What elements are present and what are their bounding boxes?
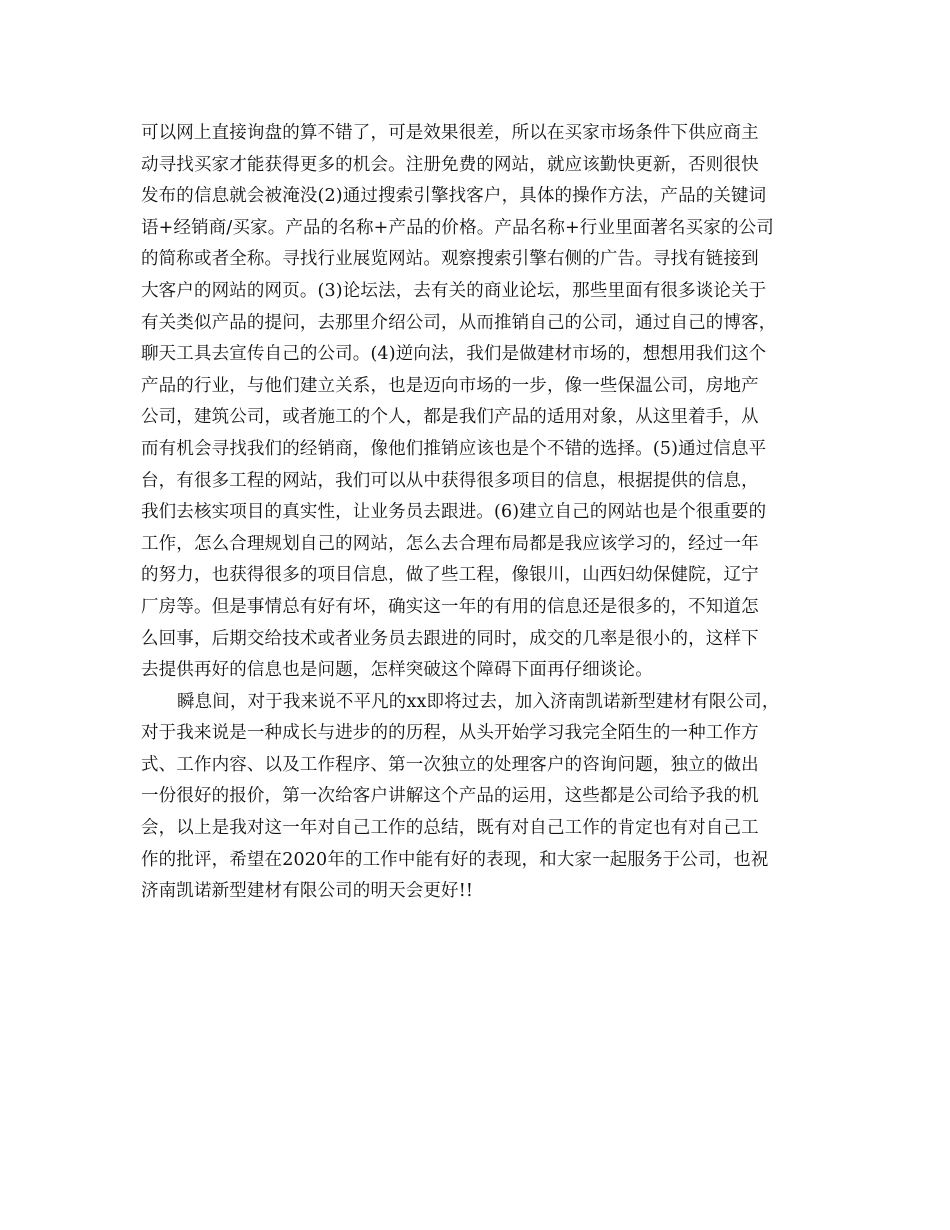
text-line: 台，有很多工程的网站，我们可以从中获得很多项目的信息，根据提供的信息， [141,470,759,491]
text-line: 济南凯诺新型建材有限公司的明天会更好!! [141,881,474,902]
text-line: 发布的信息就会被淹没(2)通过搜索引擎找客户，具体的操作方法，产品的关键词 [141,186,767,207]
text-line: 会，以上是我对这一年对自己工作的总结，既有对自己工作的肯定也有对自己工 [141,818,759,839]
text-line: 工作，怎么合理规划自己的网站，怎么去合理布局都是我应该学习的，经过一年 [141,533,759,554]
text-line: 对于我来说是一种成长与进步的的历程，从头开始学习我完全陌生的一种工作方 [141,723,759,744]
text-line: 厂房等。但是事情总有好有坏，确实这一年的有用的信息还是很多的，不知道怎 [141,596,759,617]
text-line: 式、工作内容、以及工作程序、第一次独立的处理客户的咨询问题，独立的做出 [141,754,759,775]
text-line: 大客户的网站的网页。(3)论坛法，去有关的商业论坛，那些里面有很多谈论关于 [141,280,767,301]
text-line: 一份很好的报价，第一次给客户讲解这个产品的运用，这些都是公司给予我的机 [141,786,759,807]
text-line: 产品的行业，与他们建立关系，也是迈向市场的一步，像一些保温公司，房地产 [141,375,759,396]
paragraph-summary [141,687,841,908]
text-line: 作的批评，希望在2020年的工作中能有好的表现，和大家一起服务于公司，也祝 [141,849,769,870]
text-line: 我们去核实项目的真实性，让业务员去跟进。(6)建立自己的网站也是个很重要的 [141,502,767,523]
text-line: 动寻找买家才能获得更多的机会。注册免费的网站，就应该勤快更新，否则很快 [141,154,759,175]
text-line: 有关类似产品的提问，去那里介绍公司，从而推销自己的公司，通过自己的博客， [141,312,777,333]
text-line: 公司，建筑公司，或者施工的个人，都是我们产品的适用对象，从这里着手，从 [141,407,759,428]
document-body [141,118,841,908]
text-line: 么回事，后期交给技术或者业务员去跟进的同时，成交的几率是很小的，这样下 [141,628,759,649]
text-line: 的努力，也获得很多的项目信息，做了些工程，像银川，山西妇幼保健院，辽宁 [141,565,759,586]
text-line: 去提供再好的信息也是问题，怎样突破这个障碍下面再仔细谈论。 [141,660,653,681]
text-line: 而有机会寻找我们的经销商，像他们推销应该也是个不错的选择。(5)通过信息平 [141,438,767,459]
text-line: 瞬息间，对于我来说不平凡的xx即将过去，加入济南凯诺新型建材有限公司， [177,691,780,712]
text-line: 语+经销商/买家。产品的名称+产品的价格。产品名称+行业里面著名买家的公司 [141,217,774,238]
text-line: 的简称或者全称。寻找行业展览网站。观察搜索引擎右侧的广告。寻找有链接到 [141,249,759,270]
text-line: 可以网上直接询盘的算不错了，可是效果很差，所以在买家市场条件下供应商主 [141,123,759,143]
paragraph-continuation [141,118,841,687]
text-line: 聊天工具去宣传自己的公司。(4)逆向法，我们是做建材市场的，想想用我们这个 [141,344,767,365]
